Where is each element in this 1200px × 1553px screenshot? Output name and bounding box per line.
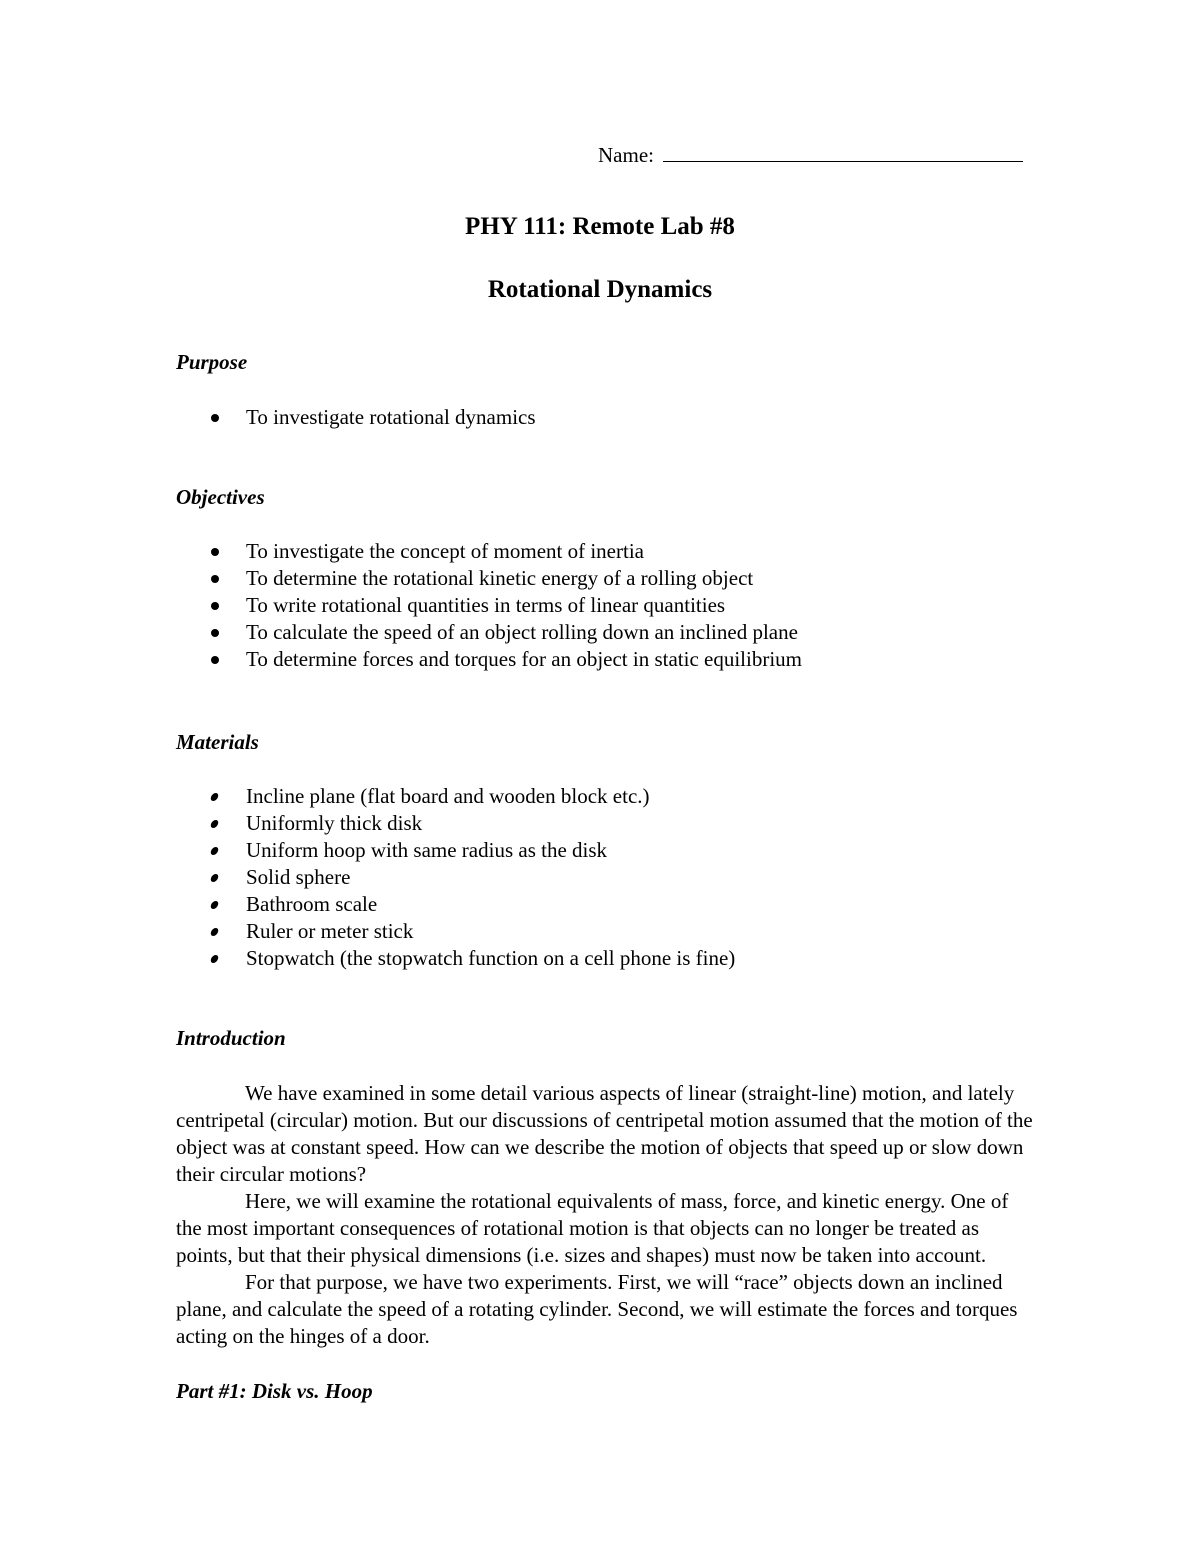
name-label: Name: — [598, 143, 654, 167]
list-item: Incline plane (flat board and wooden block etc.) — [0, 783, 735, 810]
intro-paragraph-3: For that purpose, we have two experiments. First, we will “race” objects down an inclined plane, and calculate the speed of a rotating cylinder. Second, we will estimate the forces and torques acting on the hinges of a door. — [176, 1270, 1018, 1348]
bullet-icon — [211, 656, 219, 664]
objectives-list — [0, 538, 802, 673]
bullet-icon — [210, 847, 220, 855]
bullet-icon — [211, 602, 219, 610]
list-item: Uniformly thick disk — [0, 810, 735, 837]
list-item: Stopwatch (the stopwatch function on a cell phone is fine) — [0, 945, 735, 972]
course-title: PHY 111: Remote Lab #8 — [465, 213, 735, 240]
list-item: Bathroom scale — [0, 891, 735, 918]
purpose-list — [0, 404, 536, 431]
bullet-icon — [211, 548, 219, 556]
introduction-heading: Introduction — [176, 1026, 286, 1050]
list-item: To investigate rotational dynamics — [0, 404, 536, 431]
intro-paragraph-1: We have examined in some detail various aspects of linear (straight-line) motion, and lately centripetal (circular) motion. But our discussions of centripetal motion assumed that the motion of the object was at constant speed. How can we describe the motion of objects that speed up or slow down their circular motions? — [176, 1081, 1033, 1186]
bullet-icon — [210, 793, 220, 801]
topic-title: Rotational Dynamics — [487, 276, 713, 303]
list-item: To determine the rotational kinetic energy of a rolling object — [0, 565, 802, 592]
bullet-icon — [210, 874, 220, 882]
bullet-icon — [210, 901, 220, 909]
objectives-heading: Objectives — [176, 485, 265, 509]
bullet-icon — [210, 955, 220, 963]
list-item: Uniform hoop with same radius as the disk — [0, 837, 735, 864]
list-item: To write rotational quantities in terms of linear quantities — [0, 592, 802, 619]
list-item: Solid sphere — [0, 864, 735, 891]
list-item: Ruler or meter stick — [0, 918, 735, 945]
introduction-body — [176, 1080, 1036, 1350]
intro-paragraph-2: Here, we will examine the rotational equivalents of mass, force, and kinetic energy. One of the most important consequences of rotational motion is that objects can no longer be treated as points, but that their physical dimensions (i.e. sizes and shapes) must now be taken into account. — [176, 1189, 1009, 1267]
name-blank-line — [663, 141, 1023, 162]
list-item: To calculate the speed of an object rolling down an inclined plane — [0, 619, 802, 646]
name-field-row — [598, 141, 1023, 168]
bullet-icon — [210, 820, 220, 828]
list-item: To investigate the concept of moment of inertia — [0, 538, 802, 565]
purpose-heading: Purpose — [176, 350, 248, 374]
bullet-icon — [210, 928, 220, 936]
bullet-icon — [211, 575, 219, 583]
part1-heading: Part #1: Disk vs. Hoop — [176, 1379, 373, 1403]
bullet-icon — [211, 629, 219, 637]
materials-heading: Materials — [176, 730, 259, 754]
list-item: To determine forces and torques for an object in static equilibrium — [0, 646, 802, 673]
materials-list — [0, 783, 735, 972]
bullet-icon — [211, 414, 219, 422]
